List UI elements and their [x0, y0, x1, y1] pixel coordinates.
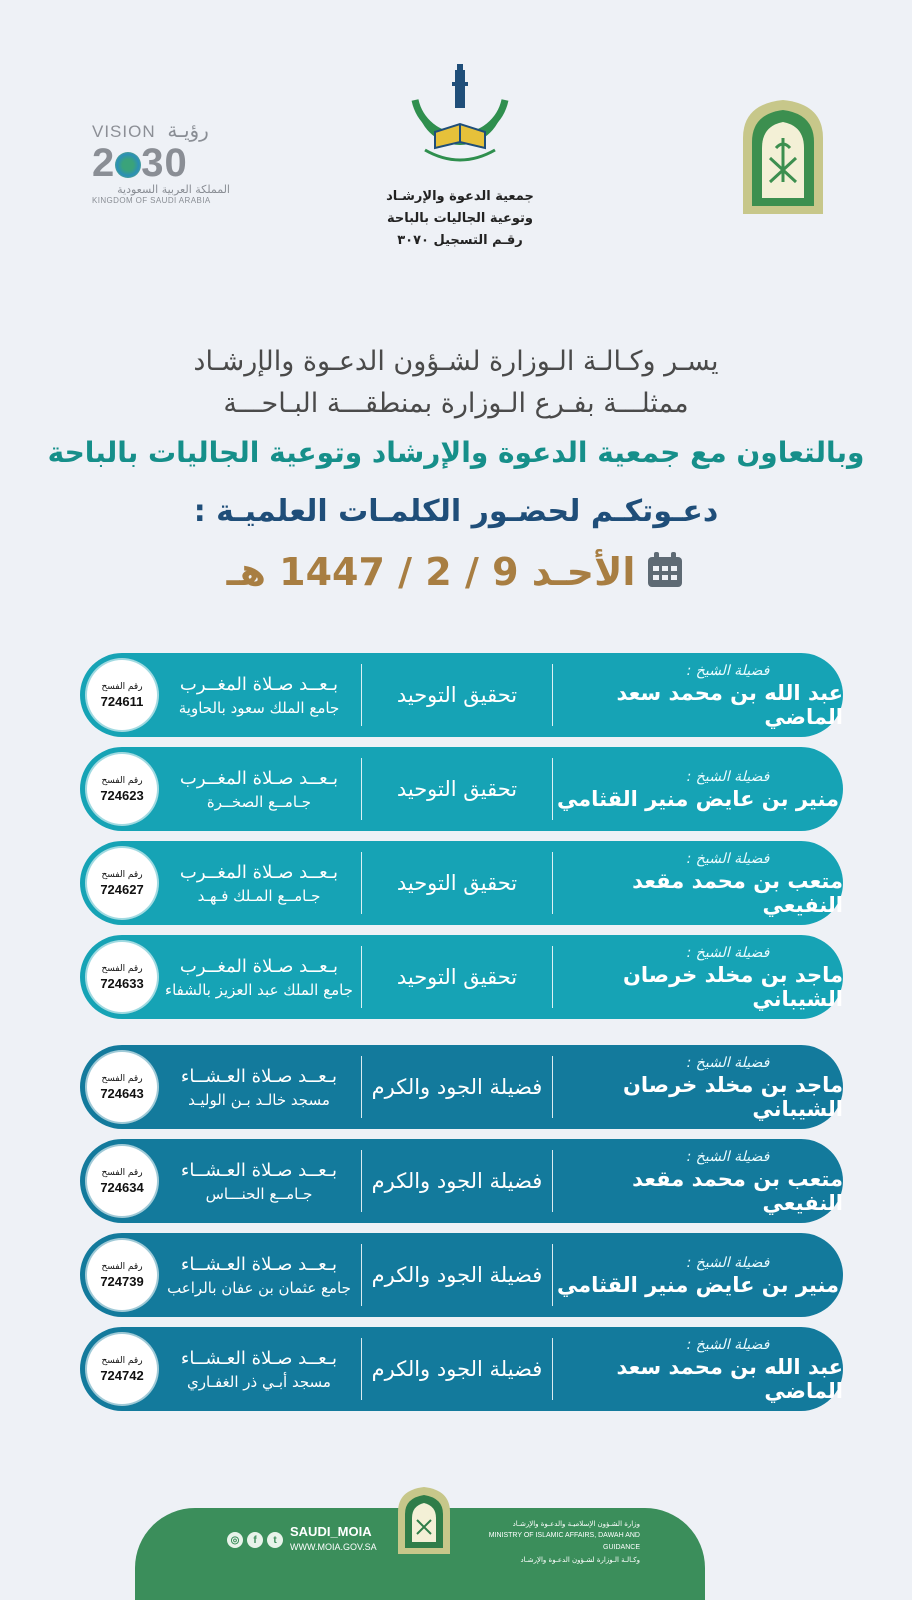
sheikh-name: منير بن عايض منير القثامي — [556, 787, 840, 811]
lecture-mosque: مسجد خالـد بـن الوليـد — [188, 1090, 330, 1109]
lecture-time: بـعــد صـلاة العـشــاء — [180, 1347, 338, 1369]
lecture-mosque: جامع الملك سعود بالحاوية — [178, 698, 340, 717]
sheikh-name: ماجد بن مخلد خرصان الشيباني — [622, 963, 843, 1011]
sheikh-title-label: فضيلة الشيخ : — [686, 1149, 770, 1165]
permit-badge — [87, 660, 157, 730]
intro-line-2: ممثلـــة بفـرع الـوزارة بمنطقـــة البـاحـــة — [223, 388, 689, 419]
permit-label: رقم الفسح — [101, 869, 143, 880]
lecture-time-place — [157, 674, 361, 717]
permit-label: رقم الفسح — [101, 1073, 143, 1084]
permit-badge — [87, 754, 157, 824]
lecture-time-place — [157, 1348, 361, 1391]
permit-number: 724643 — [100, 1085, 144, 1101]
ministry-name-en: MINISTRY OF ISLAMIC AFFAIRS, DAWAH AND GUIDANCE — [488, 1532, 640, 1551]
lecture-mosque: جـامــع الحنـــاس — [205, 1184, 313, 1203]
lecture-card — [80, 935, 843, 1019]
divider — [361, 664, 362, 726]
mosque-arch-icon — [738, 98, 828, 216]
permit-number: 724742 — [100, 1367, 144, 1383]
lecture-mosque: جامع عثمان بن عفان بالراعب — [167, 1278, 351, 1297]
lecture-card — [80, 747, 843, 831]
lecture-time: بـعــد صـلاة المغــرب — [179, 767, 339, 789]
permit-badge — [87, 1052, 157, 1122]
permit-number: 724634 — [100, 1179, 144, 1195]
palm-emblem-icon — [115, 152, 141, 178]
lecture-card — [80, 841, 843, 925]
lecture-topic: فضيلة الجود والكرم — [371, 1263, 543, 1287]
lecture-time: بـعــد صـلاة العـشــاء — [180, 1253, 338, 1275]
lecture-card — [80, 1045, 843, 1129]
lecture-mosque: مسجد أبـي ذر الغفـاري — [187, 1372, 331, 1391]
association-name-line1: جمعية الدعوة والإرشـاد — [386, 189, 534, 204]
sheikh-block — [553, 1233, 843, 1317]
social-handle[interactable]: SAUDI_MOIA — [290, 1524, 372, 1539]
permit-label: رقم الفسح — [101, 1261, 143, 1272]
vision-ar-label: رؤيـة — [167, 120, 209, 142]
lecture-topic: تحقيق التوحيد — [396, 871, 518, 895]
social-icons — [227, 1532, 283, 1548]
divider — [361, 946, 362, 1008]
lecture-time: بـعــد صـلاة العـشــاء — [180, 1065, 338, 1087]
sheikh-title-label: فضيلة الشيخ : — [686, 663, 770, 679]
permit-label: رقم الفسح — [101, 775, 143, 786]
lecture-time: بـعــد صـلاة المغــرب — [179, 673, 339, 695]
sheikh-title-label: فضيلة الشيخ : — [686, 1255, 770, 1271]
sheikh-block — [553, 1045, 843, 1129]
kingdom-en-label: KINGDOM OF SAUDI ARABIA — [92, 196, 211, 205]
association-name-line2: وتوعية الجاليات بالباحة — [386, 211, 534, 226]
sheikh-name: متعب بن محمد مقعد النفيعي — [632, 869, 843, 917]
facebook-icon[interactable]: f — [247, 1532, 263, 1548]
permit-number: 724611 — [100, 693, 144, 709]
divider — [361, 1056, 362, 1118]
vision-year-right: 30 — [141, 141, 188, 185]
permit-number: 724627 — [100, 881, 144, 897]
association-registration: رقـم التسجيل ٣٠٧٠ — [397, 233, 523, 248]
event-date-text: الأحـد 9 / 2 / 1447 هـ — [226, 550, 636, 594]
intro-cooperation-line: وبالتعاون مع جمعية الدعوة والإرشاد وتوعية الجاليات بالباحة — [47, 436, 865, 469]
lecture-time-place — [157, 1160, 361, 1203]
minaret-crescent-icon — [405, 62, 515, 182]
lecture-topic: فضيلة الجود والكرم — [371, 1075, 543, 1099]
divider — [361, 1150, 362, 1212]
sheikh-title-label: فضيلة الشيخ : — [686, 851, 770, 867]
permit-number: 724633 — [100, 975, 144, 991]
lecture-card — [80, 653, 843, 737]
invitation-heading: دعـوتكـم لحضـور الكلمـات العلميـة : — [193, 494, 719, 529]
ministry-name — [460, 1518, 640, 1566]
sheikh-block — [553, 653, 843, 737]
vision-en-label: VISION — [92, 122, 156, 141]
lecture-time: بـعــد صـلاة المغــرب — [179, 955, 339, 977]
sheikh-block — [553, 841, 843, 925]
permit-number: 724623 — [100, 787, 144, 803]
lecture-topic: تحقيق التوحيد — [396, 683, 518, 707]
vision-year-left: 2 — [92, 141, 116, 185]
event-date — [0, 550, 912, 599]
lecture-topic: تحقيق التوحيد — [396, 965, 518, 989]
ministry-footer-emblem-icon — [395, 1486, 453, 1556]
lecture-mosque: جـامــع الصخــرة — [206, 792, 312, 811]
instagram-icon[interactable]: ◎ — [227, 1532, 243, 1548]
sheikh-title-label: فضيلة الشيخ : — [686, 769, 770, 785]
lecture-topic: فضيلة الجود والكرم — [371, 1169, 543, 1193]
association-logo — [380, 62, 540, 262]
sheikh-name: متعب بن محمد مقعد النفيعي — [632, 1167, 843, 1215]
permit-badge — [87, 1240, 157, 1310]
divider — [552, 758, 553, 820]
divider — [361, 758, 362, 820]
permit-label: رقم الفسح — [101, 963, 143, 974]
sheikh-name: عبد الله بن محمد سعد الماضي — [616, 681, 843, 729]
divider — [552, 1244, 553, 1306]
lecture-mosque: جامع الملك عبد العزيز بالشفاء — [165, 980, 353, 999]
sheikh-block — [553, 747, 843, 831]
permit-label: رقم الفسح — [101, 1167, 143, 1178]
lecture-time-place — [157, 862, 361, 905]
agency-name-ar: وكـالـة الـوزارة لشـؤون الدعـوة والإرشـاد — [520, 1556, 640, 1564]
divider — [552, 852, 553, 914]
sheikh-title-label: فضيلة الشيخ : — [686, 1055, 770, 1071]
lecture-mosque: جـامــع المـلك فـهـد — [197, 886, 321, 905]
lecture-time-place — [157, 768, 361, 811]
lecture-card — [80, 1327, 843, 1411]
divider — [552, 946, 553, 1008]
lecture-time-place — [157, 1066, 361, 1109]
sheikh-block — [553, 1139, 843, 1223]
sheikh-block — [553, 1327, 843, 1411]
sheikh-name: منير بن عايض منير القثامي — [556, 1273, 840, 1297]
sheikh-name: عبد الله بن محمد سعد الماضي — [616, 1355, 843, 1403]
divider — [552, 1150, 553, 1212]
divider — [361, 1338, 362, 1400]
lecture-time-place — [157, 956, 361, 999]
vision-2030-logo — [92, 118, 242, 213]
sheikh-block — [553, 935, 843, 1019]
intro-line-1: يسـر وكـالـة الـوزارة لشـؤون الدعـوة والإرشـاد — [193, 346, 719, 377]
ministry-name-ar: وزارة الشـؤون الإسلاميـة والدعـوة والإرشـاد — [512, 1520, 640, 1528]
permit-number: 724739 — [100, 1273, 144, 1289]
permit-badge — [87, 848, 157, 918]
lecture-time: بـعــد صـلاة العـشــاء — [180, 1159, 338, 1181]
sheikh-name: ماجد بن مخلد خرصان الشيباني — [622, 1073, 843, 1121]
kingdom-ar-label: المملكة العربية السعودية — [117, 183, 230, 196]
permit-badge — [87, 942, 157, 1012]
calendar-icon — [645, 550, 685, 599]
permit-badge — [87, 1334, 157, 1404]
sheikh-title-label: فضيلة الشيخ : — [686, 1337, 770, 1353]
lecture-topic: تحقيق التوحيد — [396, 777, 518, 801]
lecture-time: بـعــد صـلاة المغــرب — [179, 861, 339, 883]
lecture-topic: فضيلة الجود والكرم — [371, 1357, 543, 1381]
permit-label: رقم الفسح — [101, 1355, 143, 1366]
divider — [552, 1338, 553, 1400]
divider — [361, 852, 362, 914]
twitter-icon[interactable]: t — [267, 1532, 283, 1548]
divider — [552, 664, 553, 726]
divider — [361, 1244, 362, 1306]
lecture-time-place — [157, 1254, 361, 1297]
permit-label: رقم الفسح — [101, 681, 143, 692]
website-link[interactable]: WWW.MOIA.GOV.SA — [290, 1542, 377, 1552]
sheikh-title-label: فضيلة الشيخ : — [686, 945, 770, 961]
permit-badge — [87, 1146, 157, 1216]
lecture-card — [80, 1233, 843, 1317]
divider — [552, 1056, 553, 1118]
ministry-emblem-logo — [738, 98, 828, 216]
footer-bar — [135, 1508, 705, 1600]
lecture-card — [80, 1139, 843, 1223]
